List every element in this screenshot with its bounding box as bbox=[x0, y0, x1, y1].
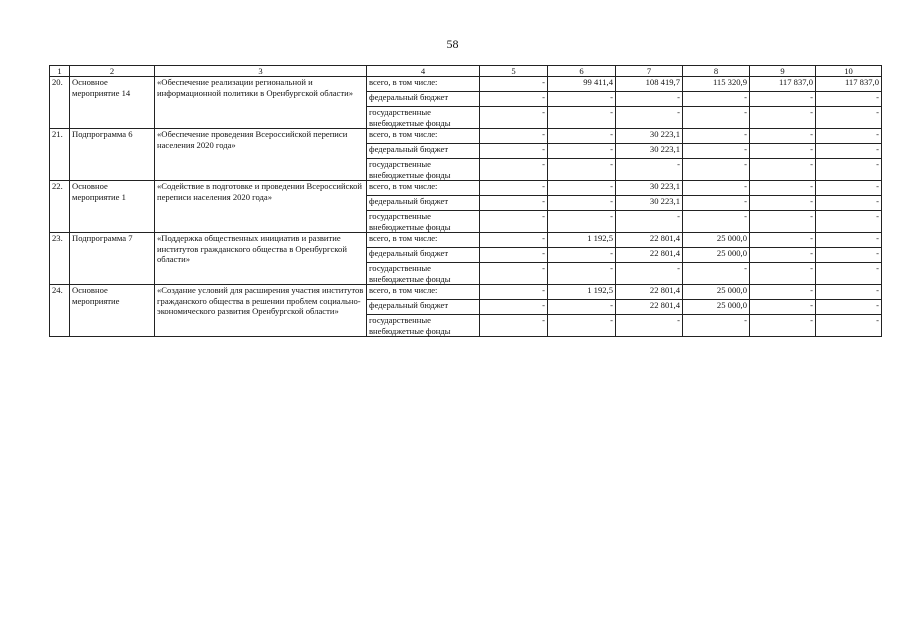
value-cell: - bbox=[480, 92, 548, 107]
table-row bbox=[50, 285, 882, 300]
value-cell: 117 837,0 bbox=[816, 77, 882, 92]
value-cell: - bbox=[816, 129, 882, 144]
value-cell: - bbox=[480, 315, 548, 337]
funding-source: федеральный бюджет bbox=[367, 196, 480, 211]
row-title: «Поддержка общественных инициатив и развитие институтов гражданского общества в Оренбургской области» bbox=[155, 233, 367, 285]
value-cell: 1 192,5 bbox=[548, 285, 616, 300]
value-cell: - bbox=[750, 315, 816, 337]
value-cell: - bbox=[683, 144, 750, 159]
value-cell: - bbox=[480, 300, 548, 315]
column-header: 7 bbox=[616, 66, 683, 77]
value-cell: - bbox=[750, 233, 816, 248]
value-cell: - bbox=[683, 181, 750, 196]
value-cell: 25 000,0 bbox=[683, 248, 750, 263]
table-row bbox=[50, 181, 882, 196]
value-cell: - bbox=[750, 263, 816, 285]
funding-source: всего, в том числе: bbox=[367, 77, 480, 92]
value-cell: - bbox=[816, 285, 882, 300]
column-header: 5 bbox=[480, 66, 548, 77]
value-cell: - bbox=[816, 92, 882, 107]
value-cell: - bbox=[816, 315, 882, 337]
value-cell: - bbox=[548, 107, 616, 129]
value-cell: 25 000,0 bbox=[683, 233, 750, 248]
value-cell: - bbox=[816, 263, 882, 285]
value-cell: - bbox=[683, 92, 750, 107]
value-cell: - bbox=[480, 211, 548, 233]
row-number: 23. bbox=[50, 233, 70, 285]
value-cell: - bbox=[548, 129, 616, 144]
budget-table bbox=[49, 65, 882, 337]
value-cell: - bbox=[750, 211, 816, 233]
value-cell: - bbox=[616, 211, 683, 233]
column-header: 10 bbox=[816, 66, 882, 77]
value-cell: - bbox=[548, 315, 616, 337]
column-header: 4 bbox=[367, 66, 480, 77]
value-cell: - bbox=[750, 196, 816, 211]
funding-source: государственные внебюджетные фонды bbox=[367, 315, 480, 337]
value-cell: - bbox=[548, 159, 616, 181]
value-cell: - bbox=[750, 92, 816, 107]
table-body bbox=[50, 77, 882, 337]
value-cell: - bbox=[480, 233, 548, 248]
value-cell: - bbox=[816, 211, 882, 233]
value-cell: - bbox=[683, 315, 750, 337]
funding-source: федеральный бюджет bbox=[367, 248, 480, 263]
funding-source: всего, в том числе: bbox=[367, 233, 480, 248]
column-header: 9 bbox=[750, 66, 816, 77]
row-title: «Содействие в подготовке и проведении Всероссийской переписи населения 2020 года» bbox=[155, 181, 367, 233]
value-cell: 99 411,4 bbox=[548, 77, 616, 92]
funding-source: государственные внебюджетные фонды bbox=[367, 159, 480, 181]
value-cell: 115 320,9 bbox=[683, 77, 750, 92]
value-cell: - bbox=[750, 181, 816, 196]
value-cell: - bbox=[548, 300, 616, 315]
value-cell: - bbox=[683, 159, 750, 181]
value-cell: - bbox=[750, 144, 816, 159]
value-cell: - bbox=[816, 107, 882, 129]
value-cell: 25 000,0 bbox=[683, 285, 750, 300]
table-row bbox=[50, 233, 882, 248]
row-type: Основное мероприятие bbox=[70, 285, 155, 337]
value-cell: - bbox=[548, 263, 616, 285]
value-cell: 30 223,1 bbox=[616, 129, 683, 144]
funding-source: государственные внебюджетные фонды bbox=[367, 211, 480, 233]
value-cell: - bbox=[480, 181, 548, 196]
value-cell: - bbox=[548, 144, 616, 159]
value-cell: - bbox=[616, 263, 683, 285]
value-cell: - bbox=[816, 300, 882, 315]
value-cell: - bbox=[750, 107, 816, 129]
value-cell: - bbox=[616, 315, 683, 337]
value-cell: - bbox=[480, 144, 548, 159]
value-cell: - bbox=[816, 159, 882, 181]
funding-source: всего, в том числе: bbox=[367, 129, 480, 144]
row-title: «Обеспечение проведения Всероссийской переписи населения 2020 года» bbox=[155, 129, 367, 181]
funding-source: федеральный бюджет bbox=[367, 144, 480, 159]
value-cell: - bbox=[750, 285, 816, 300]
value-cell: 22 801,4 bbox=[616, 233, 683, 248]
value-cell: - bbox=[548, 196, 616, 211]
column-header: 6 bbox=[548, 66, 616, 77]
row-type: Основное мероприятие 14 bbox=[70, 77, 155, 129]
value-cell: 30 223,1 bbox=[616, 144, 683, 159]
value-cell: - bbox=[480, 196, 548, 211]
funding-source: государственные внебюджетные фонды bbox=[367, 107, 480, 129]
value-cell: 22 801,4 bbox=[616, 300, 683, 315]
value-cell: - bbox=[750, 300, 816, 315]
value-cell: - bbox=[480, 77, 548, 92]
value-cell: - bbox=[816, 181, 882, 196]
value-cell: - bbox=[683, 211, 750, 233]
value-cell: 108 419,7 bbox=[616, 77, 683, 92]
column-header: 2 bbox=[70, 66, 155, 77]
value-cell: 25 000,0 bbox=[683, 300, 750, 315]
value-cell: - bbox=[480, 159, 548, 181]
funding-source: всего, в том числе: bbox=[367, 181, 480, 196]
table-row bbox=[50, 77, 882, 92]
row-title: «Обеспечение реализации региональной и информационной политики в Оренбургской области» bbox=[155, 77, 367, 129]
value-cell: - bbox=[683, 129, 750, 144]
value-cell: - bbox=[816, 196, 882, 211]
row-number: 21. bbox=[50, 129, 70, 181]
funding-source: федеральный бюджет bbox=[367, 92, 480, 107]
value-cell: - bbox=[816, 233, 882, 248]
value-cell: - bbox=[480, 263, 548, 285]
value-cell: - bbox=[750, 159, 816, 181]
value-cell: - bbox=[548, 248, 616, 263]
value-cell: - bbox=[548, 211, 616, 233]
value-cell: 117 837,0 bbox=[750, 77, 816, 92]
value-cell: 30 223,1 bbox=[616, 181, 683, 196]
value-cell: - bbox=[683, 107, 750, 129]
value-cell: - bbox=[683, 196, 750, 211]
row-type: Основное мероприятие 1 bbox=[70, 181, 155, 233]
value-cell: - bbox=[616, 107, 683, 129]
column-header: 1 bbox=[50, 66, 70, 77]
value-cell: - bbox=[616, 92, 683, 107]
value-cell: - bbox=[480, 285, 548, 300]
row-number: 24. bbox=[50, 285, 70, 337]
row-number: 22. bbox=[50, 181, 70, 233]
value-cell: - bbox=[548, 181, 616, 196]
value-cell: 22 801,4 bbox=[616, 285, 683, 300]
value-cell: 30 223,1 bbox=[616, 196, 683, 211]
value-cell: - bbox=[816, 248, 882, 263]
funding-source: федеральный бюджет bbox=[367, 300, 480, 315]
column-header: 3 bbox=[155, 66, 367, 77]
column-header: 8 bbox=[683, 66, 750, 77]
value-cell: 22 801,4 bbox=[616, 248, 683, 263]
row-title: «Создание условий для расширения участия институтов гражданского общества в решении проблем социально-экономического развития Оренбургской области» bbox=[155, 285, 367, 337]
value-cell: - bbox=[480, 107, 548, 129]
table-row bbox=[50, 129, 882, 144]
row-type: Подпрограмма 7 bbox=[70, 233, 155, 285]
row-type: Подпрограмма 6 bbox=[70, 129, 155, 181]
value-cell: - bbox=[616, 159, 683, 181]
value-cell: - bbox=[548, 92, 616, 107]
table-header bbox=[50, 66, 882, 77]
funding-source: всего, в том числе: bbox=[367, 285, 480, 300]
value-cell: - bbox=[750, 129, 816, 144]
value-cell: 1 192,5 bbox=[548, 233, 616, 248]
value-cell: - bbox=[480, 248, 548, 263]
value-cell: - bbox=[480, 129, 548, 144]
row-number: 20. bbox=[50, 77, 70, 129]
value-cell: - bbox=[816, 144, 882, 159]
page-number: 58 bbox=[446, 37, 459, 51]
value-cell: - bbox=[683, 263, 750, 285]
value-cell: - bbox=[750, 248, 816, 263]
funding-source: государственные внебюджетные фонды bbox=[367, 263, 480, 285]
